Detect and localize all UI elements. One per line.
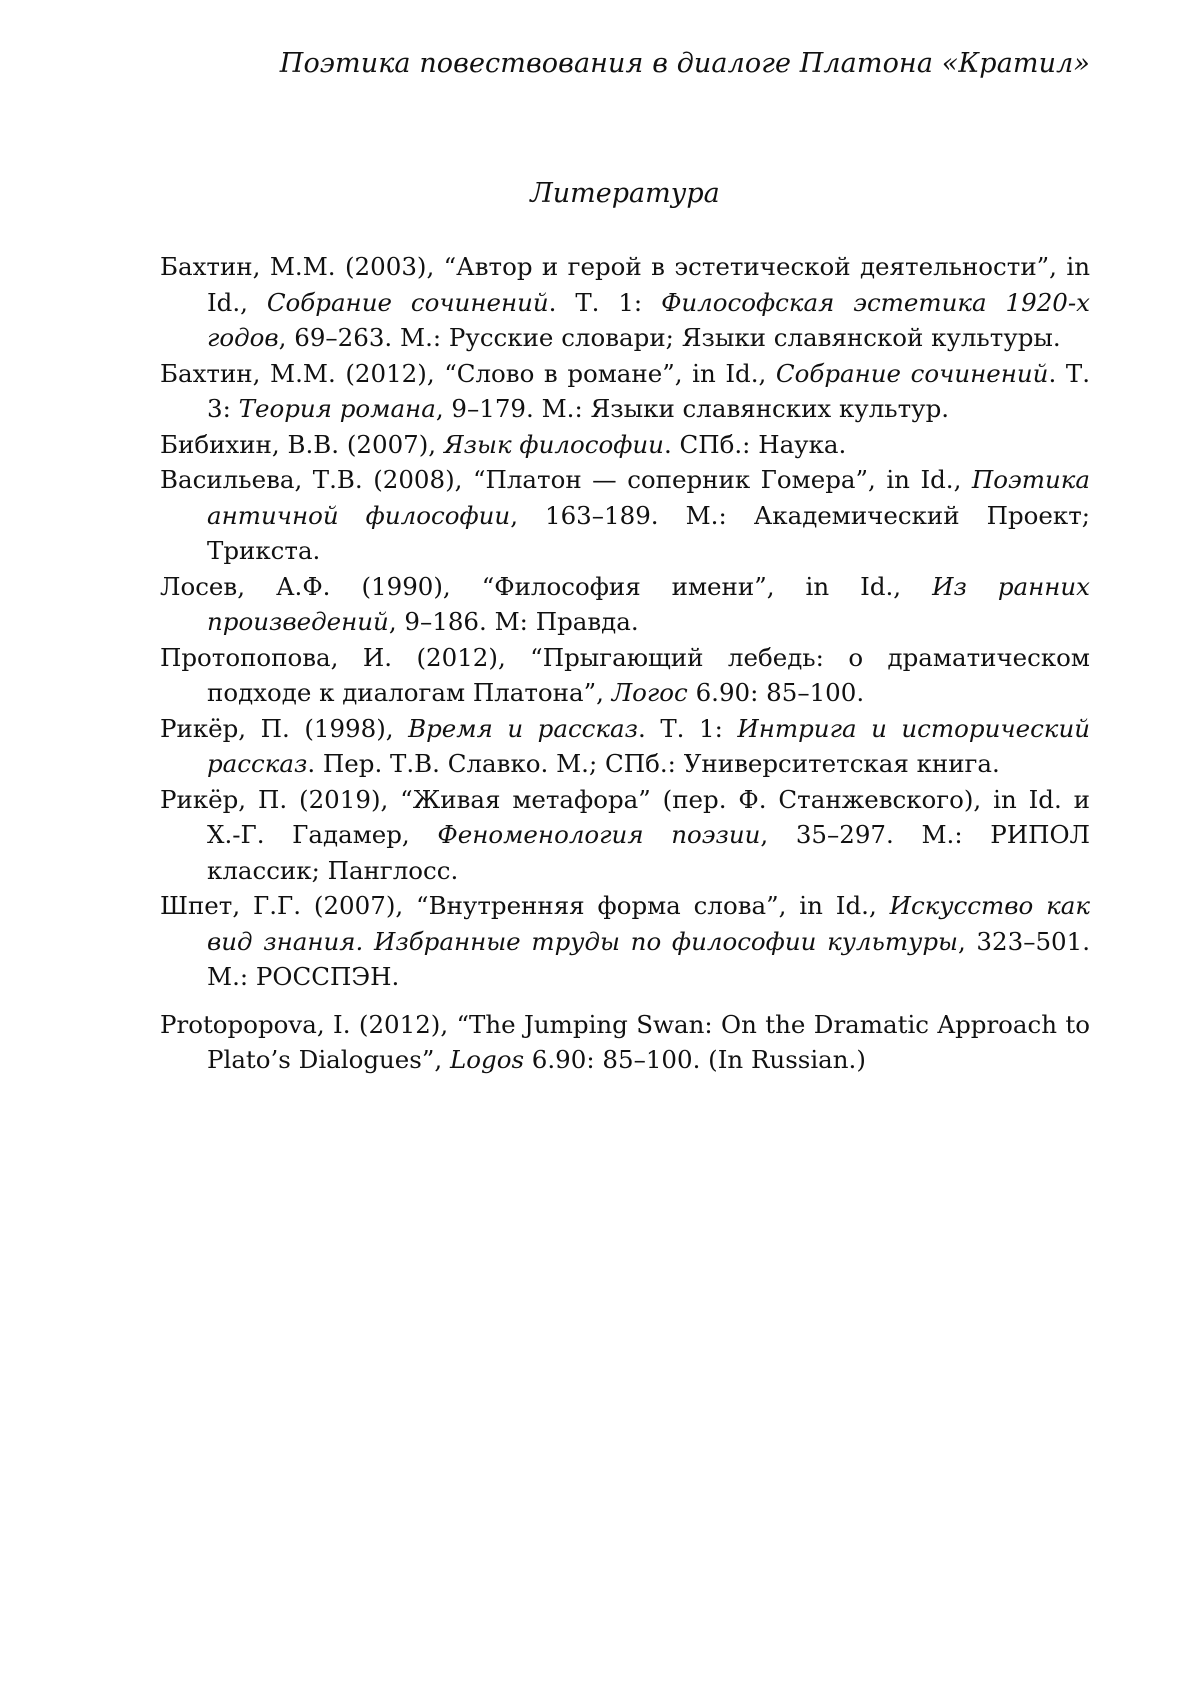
reference-title: Интрига и исторический рассказ bbox=[207, 713, 1090, 778]
reference-item bbox=[160, 356, 1090, 427]
running-head: Поэтика повествования в диалоге Платона «Кратил» bbox=[279, 48, 1090, 79]
reference-text: Рикёр, П. (2019), “Живая метафора” (пер. Ф. Станжевского), in Id. и Х.-Г. Гадамер, bbox=[160, 784, 1090, 849]
reference-text: 6.90: 85–100. (In Russian.) bbox=[524, 1045, 866, 1074]
reference-title: Logos bbox=[449, 1045, 525, 1074]
reference-item bbox=[160, 782, 1090, 889]
reference-text: , 9–179. М.: Языки славянских культур. bbox=[435, 394, 950, 423]
reference-item bbox=[160, 888, 1090, 995]
reference-title: Логос bbox=[611, 678, 688, 707]
reference-text: Шпет, Г.Г. (2007), “Внутренняя форма слова”, in Id., bbox=[160, 891, 890, 920]
reference-title: Феноменология поэзии bbox=[437, 820, 761, 849]
reference-title: Из ранних произведений bbox=[207, 571, 1090, 636]
reference-text: Лосев, А.Ф. (1990), “Философия имени”, in Id., bbox=[160, 571, 933, 601]
reference-text: , 323–501. М.: РОССПЭН. bbox=[207, 926, 1090, 991]
reference-title: Поэтика античной философии bbox=[207, 465, 1090, 530]
reference-text: 6.90: 85–100. bbox=[687, 678, 865, 707]
reference-text: . Т. 1: bbox=[548, 287, 662, 317]
reference-text: Рикёр, П. (1998), bbox=[160, 713, 409, 743]
reference-list bbox=[160, 249, 1090, 1078]
reference-title: Искусство как вид знания. Избранные труды по философии культуры bbox=[207, 891, 1090, 956]
reference-text: . Т. 3: bbox=[207, 358, 1090, 423]
reference-title: Время и рассказ bbox=[408, 713, 639, 743]
reference-title: Язык философии bbox=[443, 429, 664, 459]
reference-item bbox=[160, 640, 1090, 711]
reference-item bbox=[160, 249, 1090, 356]
reference-title: Собрание сочинений bbox=[775, 358, 1049, 388]
reference-item bbox=[160, 1007, 1090, 1078]
reference-item bbox=[160, 569, 1090, 640]
reference-title: Собрание сочинений bbox=[266, 287, 549, 317]
reference-text: . Пер. Т.В. Славко. М.; СПб.: Университетская книга. bbox=[307, 749, 1000, 778]
reference-text: . СПб.: Наука. bbox=[663, 429, 847, 459]
reference-text: , 163–189. М.: Академический Проект; Трикста. bbox=[207, 500, 1090, 565]
reference-text: Протопопова, И. (2012), “Прыгающий лебедь: о драматическом подходе к диалогам Платона”, bbox=[160, 642, 1090, 707]
reference-item bbox=[160, 462, 1090, 569]
section-heading: Литература bbox=[530, 178, 720, 209]
reference-text: , 69–263. М.: Русские словари; Языки славянской культуры. bbox=[278, 323, 1061, 352]
reference-title: Теория романа bbox=[238, 394, 436, 423]
reference-text: Васильева, Т.В. (2008), “Платон — соперник Гомера”, in Id., bbox=[160, 465, 972, 494]
reference-title: Философская эстетика 1920-х годов bbox=[207, 287, 1090, 352]
reference-text: Бибихин, В.В. (2007), bbox=[160, 429, 444, 459]
reference-text: . Т. 1: bbox=[638, 713, 738, 743]
reference-text: Protopopova, I. (2012), “The Jumping Swan: On the Dramatic Approach to Plato’s Dialogues”, bbox=[160, 1009, 1090, 1074]
reference-text: , 9–186. М: Правда. bbox=[388, 607, 639, 636]
reference-item bbox=[160, 427, 1090, 463]
reference-text: , 35–297. М.: РИПОЛ классик; Панглосс. bbox=[207, 820, 1091, 885]
reference-text: Бахтин, М.М. (2003), “Автор и герой в эстетической деятельности”, in Id., bbox=[160, 252, 1090, 317]
reference-text: Бахтин, М.М. (2012), “Слово в романе”, in Id., bbox=[160, 358, 776, 388]
reference-item bbox=[160, 711, 1090, 782]
